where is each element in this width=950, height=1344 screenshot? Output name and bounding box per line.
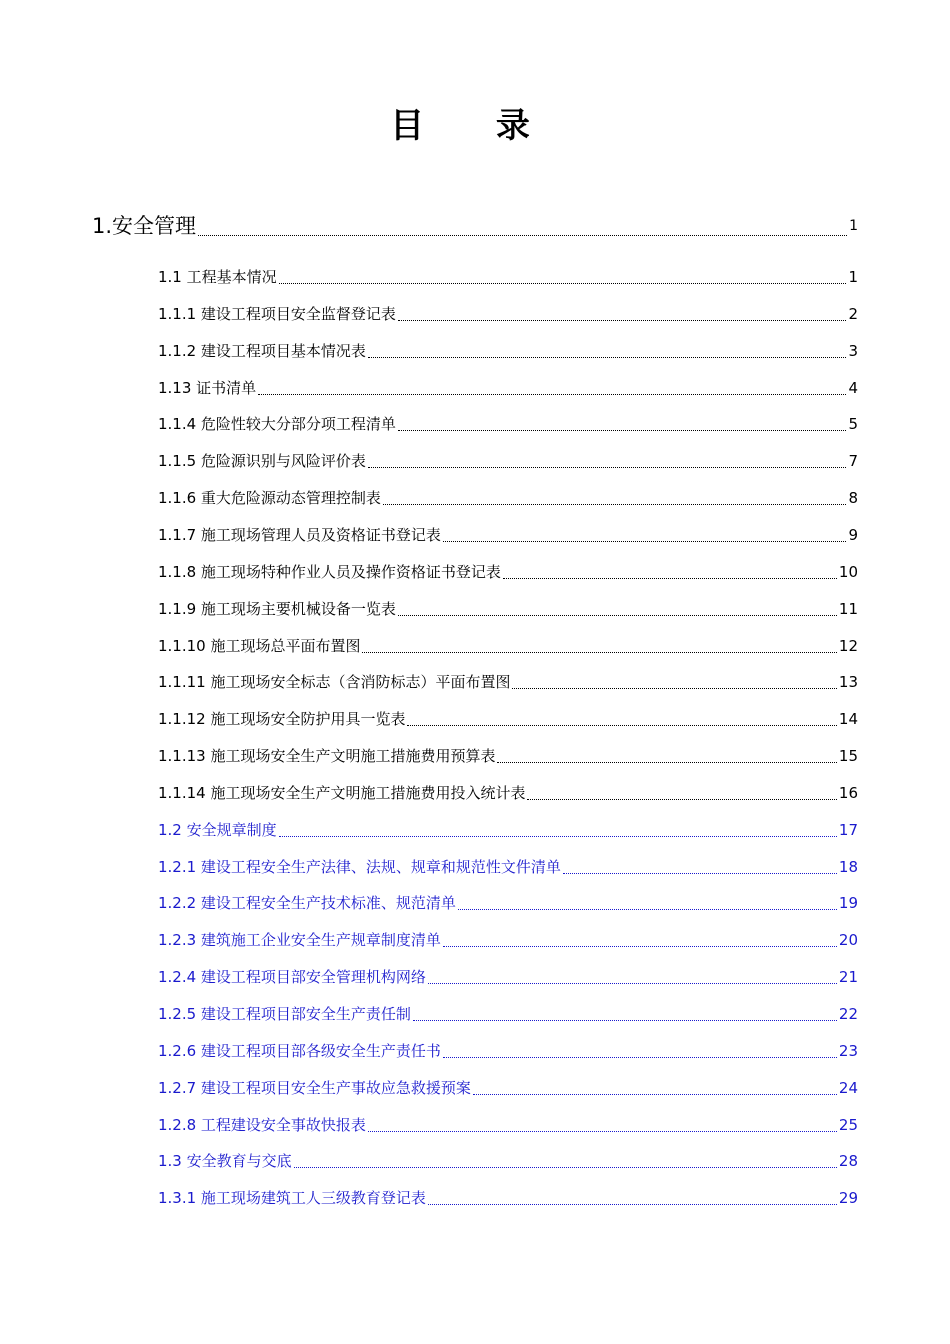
toc-entry-page-number: 13 [838, 673, 858, 692]
toc-entry-label: 1.2 安全规章制度 [158, 820, 277, 839]
toc-entry[interactable] [158, 707, 858, 731]
toc-entry-label: 1.1.13 施工现场安全生产文明施工措施费用预算表 [158, 747, 496, 766]
dot-leader [383, 504, 847, 505]
toc-entry[interactable] [158, 523, 858, 547]
toc-entry[interactable] [158, 1149, 858, 1173]
toc-entry[interactable] [158, 412, 858, 436]
toc-entry-label: 1.1.8 施工现场特种作业人员及操作资格证书登记表 [158, 562, 501, 581]
toc-entry-page-number: 12 [838, 636, 858, 655]
dot-leader [407, 725, 836, 726]
toc-entry-page-number: 9 [848, 525, 858, 544]
dot-leader [398, 430, 847, 431]
toc-entry-label: 1.1.6 重大危险源动态管理控制表 [158, 489, 381, 508]
toc-entry-page-number: 19 [838, 894, 858, 913]
toc-entry[interactable] [158, 1186, 858, 1210]
toc-entry-page-number: 2 [848, 304, 858, 323]
toc-entry[interactable] [158, 634, 858, 658]
dot-leader [443, 541, 847, 542]
toc-entry-label: 1.1.14 施工现场安全生产文明施工措施费用投入统计表 [158, 783, 526, 802]
toc-entry-label: 1.13 证书清单 [158, 378, 257, 397]
toc-entry-label: 1.1 工程基本情况 [158, 268, 277, 286]
toc-entry-page-number: 20 [838, 931, 858, 950]
toc-entry-page-number: 18 [838, 857, 858, 876]
dot-leader [368, 467, 847, 468]
toc-entry[interactable] [158, 1002, 858, 1026]
toc-entry-label: 1.2.1 建设工程安全生产法律、法规、规章和规范性文件清单 [158, 857, 561, 876]
toc-entry[interactable] [158, 1076, 858, 1100]
toc-entry-page-number: 15 [838, 747, 858, 766]
toc-entry[interactable] [158, 560, 858, 584]
toc-entry[interactable] [158, 855, 858, 879]
dot-leader [398, 320, 847, 321]
dot-leader [279, 283, 847, 284]
toc-entry[interactable] [158, 376, 858, 400]
toc-entry[interactable] [158, 1113, 858, 1137]
dot-leader [443, 1057, 837, 1058]
toc-entry-label: 1.1.4 危险性较大分部分项工程清单 [158, 415, 396, 434]
toc-entry-label: 1.3.1 施工现场建筑工人三级教育登记表 [158, 1189, 426, 1208]
toc-entry-page-number: 16 [838, 783, 858, 802]
toc-entry-label: 1.3 安全教育与交底 [158, 1152, 292, 1171]
dot-leader [362, 652, 836, 653]
toc-entry-label: 1.2.8 工程建设安全事故快报表 [158, 1115, 366, 1134]
dot-leader [413, 1020, 837, 1021]
toc-entry[interactable] [158, 891, 858, 915]
dot-leader [428, 983, 837, 984]
toc-entry[interactable] [158, 597, 858, 621]
toc-entry-page-number: 29 [838, 1189, 858, 1208]
toc-entry[interactable] [158, 928, 858, 952]
toc-entry-label: 1.安全管理 [92, 214, 197, 238]
dot-leader [512, 688, 836, 689]
dot-leader [294, 1167, 837, 1168]
toc-entry[interactable] [158, 965, 858, 989]
toc-entry-label: 1.1.11 施工现场安全标志（含消防标志）平面布置图 [158, 673, 511, 692]
toc-entry-label: 1.2.6 建设工程项目部各级安全生产责任书 [158, 1041, 441, 1060]
toc-entry-page-number: 7 [848, 452, 858, 471]
toc-entry-page-number: 17 [838, 820, 858, 839]
toc-entry-page-number: 22 [838, 1005, 858, 1023]
toc-entry-label: 1.1.5 危险源识别与风险评价表 [158, 452, 366, 471]
dot-leader [279, 836, 837, 837]
page-title: 目 录 [390, 106, 560, 146]
toc-entry[interactable] [158, 449, 858, 473]
toc-entry[interactable] [158, 265, 858, 289]
toc-entry-page-number: 1 [848, 268, 858, 286]
dot-leader [368, 357, 847, 358]
dot-leader [473, 1094, 837, 1095]
dot-leader [458, 909, 837, 910]
dot-leader [398, 615, 837, 616]
toc-entry-page-number: 23 [838, 1041, 858, 1060]
toc-entry-page-number: 21 [838, 968, 858, 987]
toc-entry-page-number: 5 [848, 415, 858, 434]
dot-leader [258, 394, 846, 395]
toc-entry-label: 1.2.4 建设工程项目部安全管理机构网络 [158, 968, 426, 987]
toc-entry[interactable] [158, 744, 858, 768]
dot-leader [497, 762, 836, 763]
toc-entry[interactable] [158, 339, 858, 363]
toc-entry-page-number: 14 [838, 710, 858, 729]
toc-entry[interactable] [158, 818, 858, 842]
toc-entry-page-number: 25 [838, 1115, 858, 1134]
toc-entry[interactable] [158, 302, 858, 326]
toc-entry-label: 1.1.1 建设工程项目安全监督登记表 [158, 304, 396, 323]
dot-leader [198, 235, 847, 236]
dot-leader [503, 578, 837, 579]
toc-entry-page-number: 3 [848, 341, 858, 360]
toc-entry-label: 1.1.7 施工现场管理人员及资格证书登记表 [158, 525, 441, 544]
dot-leader [443, 946, 837, 947]
dot-leader [527, 799, 836, 800]
toc-entry[interactable] [158, 670, 858, 694]
toc-entry-page-number: 11 [838, 599, 858, 618]
dot-leader [563, 873, 837, 874]
toc-entry-page-number: 24 [838, 1078, 858, 1097]
toc-entry[interactable] [92, 211, 858, 241]
toc-entry-label: 1.2.5 建设工程项目部安全生产责任制 [158, 1005, 411, 1023]
toc-entry-label: 1.2.2 建设工程安全生产技术标准、规范清单 [158, 894, 456, 913]
toc-entry-label: 1.2.3 建筑施工企业安全生产规章制度清单 [158, 931, 441, 950]
toc-entry[interactable] [158, 781, 858, 805]
toc-entry-label: 1.1.10 施工现场总平面布置图 [158, 636, 361, 655]
dot-leader [428, 1204, 837, 1205]
toc-entry-label: 1.1.12 施工现场安全防护用具一览表 [158, 710, 406, 729]
toc-entry[interactable] [158, 486, 858, 510]
toc-entry-label: 1.1.2 建设工程项目基本情况表 [158, 341, 366, 360]
dot-leader [368, 1131, 837, 1132]
toc-entry-label: 1.2.7 建设工程项目安全生产事故应急救援预案 [158, 1078, 471, 1097]
toc-entry-label: 1.1.9 施工现场主要机械设备一览表 [158, 599, 396, 618]
toc-entry-page-number: 1 [849, 218, 858, 234]
toc-entry-page-number: 8 [848, 489, 858, 508]
toc-entry-page-number: 10 [838, 562, 858, 581]
toc-entry-page-number: 4 [848, 378, 858, 397]
toc-entry-page-number: 28 [838, 1152, 858, 1171]
toc-entry[interactable] [158, 1039, 858, 1063]
